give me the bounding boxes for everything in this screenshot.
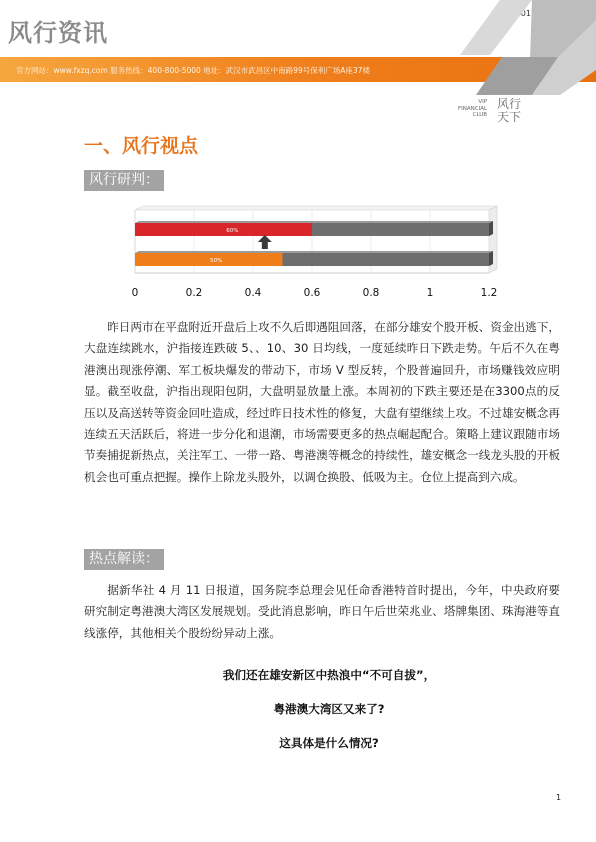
contact-line: 官方网站：www.fxzq.com 服务热线：400-800-5000 地址：武汉市武昌区中南路99号保利广场A座37楼: [16, 66, 370, 75]
chart-bar-cap: [489, 251, 493, 266]
section-title: 一、风行视点: [84, 135, 199, 157]
header-date: 2017: [515, 9, 537, 18]
chart-bar-value: [135, 253, 283, 266]
chart-x-tick-label: 1.2: [480, 287, 498, 299]
highlight-line-3: 这具体是什么情况?: [279, 736, 379, 750]
chart-top-wall: [135, 206, 497, 210]
chart-x-tick-label: 0: [131, 287, 139, 299]
brand-vip-text: VIP FINANCIAL CLUB: [458, 99, 488, 118]
chart-bar-remainder: [312, 223, 489, 236]
chart-x-tick-label: 1: [426, 287, 434, 299]
brand-fx-text: 风行 天下: [497, 97, 522, 124]
highlight-line-1: 我们还在雄安新区中热浪中“不可自拔”，: [222, 668, 436, 682]
chart-bar-remainder: [283, 253, 490, 266]
chart-x-tick-label: 0.8: [362, 287, 380, 299]
chart-data-label: 60%: [226, 228, 239, 234]
tag-hotspot: 热点解读：: [84, 549, 164, 570]
page-number: 1: [556, 793, 562, 802]
progress-bar-chart: [110, 205, 505, 305]
hotspot-paragraph: 据新华社 4 月 11 日报道，国务院李总理会见任命香港特首时提出，今年，中央政府要研究制定粤港澳大湾区发展规划。受此消息影响，昨日午后世荣兆业、塔牌集团、珠海港等直线涨停，其他相关个股纷纷异动上涨。: [84, 583, 560, 640]
chart-up-arrow-icon: [258, 235, 272, 249]
chart-bar-top: [135, 221, 493, 223]
chart-bar-top: [135, 251, 493, 253]
chart-x-tick-label: 0.2: [185, 287, 203, 299]
header-logo: 风行资讯: [8, 19, 108, 47]
chart-x-tick-label: 0.4: [244, 287, 262, 299]
chart-data-label: 50%: [210, 258, 223, 264]
chart-x-tick-label: 0.6: [303, 287, 321, 299]
highlight-line-2: 粤港澳大湾区又来了?: [273, 702, 385, 716]
research-paragraph: 昨日两市在平盘附近开盘后上攻不久后即遇阻回落，在部分雄安个股开板、资金出逃下，大盘连续跳水，沪指接连跌破 5、、10、30 日均线，一度延续昨日下跌走势。午后不久在粤港澳出现涨停潮、军工板块爆发的带动下，市场 V 型反转，个股普遍回升，市场赚钱效应明显。截至收盘，沪指出现阳包阴，大盘明显放量上涨。本周初的下跌主要还是在3300点的反压以及高送转等资金回吐造成，经过昨日技术性的修复，大盘有望继续上攻。不过雄安概念再连续五天活跃后，将进一步分化和退潮，市场需要更多的热点崛起配合。策略上建议跟随市场节奏捕捉新热点，关注军工、一带一路、粤港澳等概念的持续性，雄安概念一线龙头股的开板机会也可重点把握。操作上除龙头股外，以调仓换股、低吸为主。仓位上提高到六成。: [84, 320, 560, 484]
tag-research: 风行研判：: [84, 170, 164, 191]
chart-bar-cap: [489, 221, 493, 236]
chart-bar-value: [135, 223, 312, 236]
